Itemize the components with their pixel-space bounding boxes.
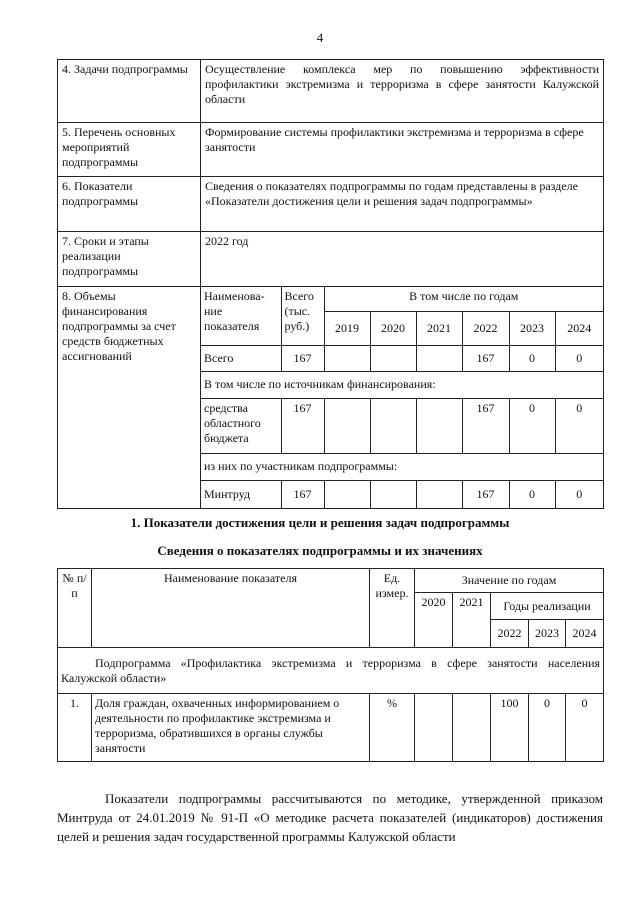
value-cell: 167 — [462, 480, 509, 508]
year-cell: 2021 — [416, 311, 462, 345]
subprogram-group-title: Подпрограмма «Профилактика экстремизма и терроризма в сфере занятости населения Калужской области» — [58, 648, 604, 694]
passport-row-terms — [58, 232, 604, 287]
sources-caption: В том числе по источникам финансирования: — [201, 371, 603, 398]
page-number: 4 — [316, 30, 324, 45]
passport-row-indicators — [58, 177, 604, 232]
value-cell: 0 — [509, 345, 555, 371]
row-name: Минтруд — [201, 480, 281, 508]
passport-label: 4. Задачи подпрограммы — [58, 60, 201, 123]
indicator-value: 100 — [491, 694, 529, 762]
value-cell — [324, 398, 370, 453]
value-cell — [324, 345, 370, 371]
year-cell: 2021 — [453, 593, 491, 648]
year-cell: 2020 — [370, 311, 416, 345]
passport-row-activities — [58, 123, 604, 177]
value-cell — [370, 480, 416, 508]
value-cell: 0 — [555, 345, 603, 371]
methodology-paragraph: Показатели подпрограммы рассчитываются по методике, утвержденной приказом Минтруда от 24.01.2019 № 91-П «О методике расчета показателей (индикаторов) достижения целей и решения задач государственной программы Калужской области — [57, 791, 603, 844]
row-total: 167 — [281, 398, 324, 453]
indicators-header-values: Значение по годам — [415, 569, 604, 593]
indicators-header-num: № п/п — [58, 569, 92, 648]
subprogram-passport-table — [57, 59, 604, 509]
value-cell: 0 — [509, 480, 555, 508]
passport-label: 8. Объемы финансирования подпрограммы за счет средств бюджетных ассигнований — [58, 287, 201, 509]
section-title: 1. Показатели достижения цели и решения задач подпрограммы — [130, 515, 510, 530]
value-cell — [370, 398, 416, 453]
row-total: 167 — [281, 345, 324, 371]
year-cell: 2024 — [555, 311, 603, 345]
year-cell: 2022 — [491, 620, 529, 648]
passport-value: Формирование системы профилактики экстремизма и терроризма в сфере занятости — [201, 123, 604, 177]
participants-caption: из них по участникам подпрограммы: — [201, 453, 603, 480]
passport-label: 5. Перечень основных мероприятий подпрограммы — [58, 123, 201, 177]
indicator-row — [58, 694, 604, 762]
row-total: 167 — [281, 480, 324, 508]
financing-header-name: Наименова-ние показателя — [201, 287, 281, 345]
value-cell: 0 — [509, 398, 555, 453]
passport-label: 7. Сроки и этапы реализации подпрограммы — [58, 232, 201, 287]
value-cell — [324, 480, 370, 508]
indicator-value: 0 — [529, 694, 566, 762]
financing-table — [201, 287, 603, 508]
section-subtitle: Сведения о показателях подпрограммы и их значениях — [157, 543, 483, 558]
passport-value: 2022 год — [201, 232, 604, 287]
financing-row-regional — [201, 398, 603, 453]
value-cell: 0 — [555, 398, 603, 453]
year-cell: 2023 — [509, 311, 555, 345]
year-cell: 2022 — [462, 311, 509, 345]
value-cell: 167 — [462, 345, 509, 371]
value-cell — [370, 345, 416, 371]
passport-label: 6. Показатели подпрограммы — [58, 177, 201, 232]
value-cell: 167 — [462, 398, 509, 453]
indicators-header-impl: Годы реализации — [491, 593, 604, 620]
indicators-table — [57, 568, 604, 762]
row-name: Всего — [201, 345, 281, 371]
value-cell — [416, 398, 462, 453]
value-cell — [416, 345, 462, 371]
year-cell: 2019 — [324, 311, 370, 345]
passport-value: Осуществление комплекса мер по повышению эффективности профилактики экстремизма и терроризма в сфере занятости Калужской области — [201, 60, 604, 123]
indicator-value: 0 — [566, 694, 604, 762]
financing-cell — [201, 287, 604, 509]
financing-row-mintrud — [201, 480, 603, 508]
value-cell — [416, 480, 462, 508]
indicator-unit: % — [370, 694, 415, 762]
financing-header-total: Всего (тыс. руб.) — [281, 287, 324, 345]
year-cell: 2020 — [415, 593, 453, 648]
indicator-name: Доля граждан, охваченных информированием о деятельности по профилактике экстремизма и терроризма, обратившихся в органы службы занятости — [92, 694, 370, 762]
indicator-num: 1. — [58, 694, 92, 762]
financing-header-years: В том числе по годам — [324, 287, 603, 311]
passport-row-financing — [58, 287, 604, 509]
passport-row-tasks — [58, 60, 604, 123]
row-name: средства областного бюджета — [201, 398, 281, 453]
financing-row-total — [201, 345, 603, 371]
value-cell: 0 — [555, 480, 603, 508]
indicators-header-name: Наименование показателя — [92, 569, 370, 648]
indicator-value — [453, 694, 491, 762]
indicators-header-unit: Ед. измер. — [370, 569, 415, 648]
indicator-value — [415, 694, 453, 762]
passport-value: Сведения о показателях подпрограммы по годам представлены в разделе «Показатели достижения цели и решения задач подпрограммы» — [201, 177, 604, 232]
year-cell: 2024 — [566, 620, 604, 648]
year-cell: 2023 — [529, 620, 566, 648]
